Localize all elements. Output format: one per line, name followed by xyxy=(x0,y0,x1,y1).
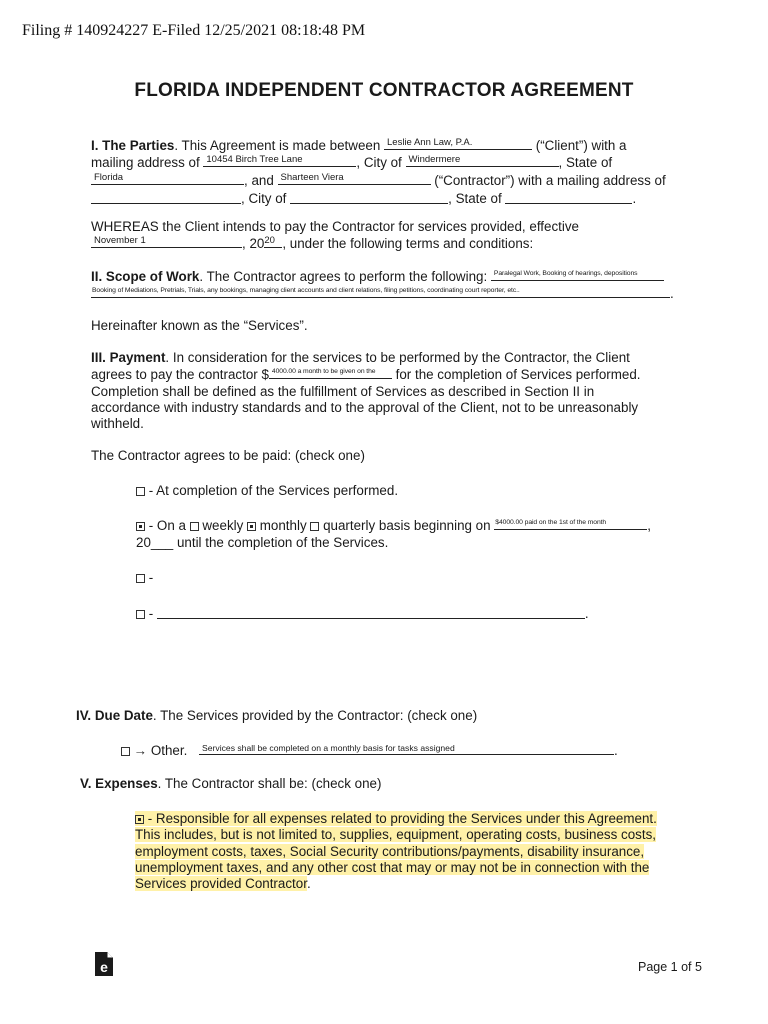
weekly-label: weekly xyxy=(198,518,248,533)
payment-option-completion xyxy=(136,483,398,498)
due-text: . The Services provided by the Contractor: (check one) xyxy=(152,708,478,723)
expenses-line: . xyxy=(306,876,311,892)
monthly-checkbox[interactable] xyxy=(247,522,256,531)
blank1-checkbox[interactable] xyxy=(136,574,145,583)
client-city-field[interactable]: Windermere xyxy=(406,154,559,167)
payment-option-label: - xyxy=(145,570,154,585)
page-number: Page 1 of 5 xyxy=(638,960,702,974)
expenses-text: . The Contractor shall be: (check one) xyxy=(157,776,382,791)
payment-text: for the completion of Services performed. xyxy=(391,367,641,383)
quarterly-label: quarterly basis beginning on xyxy=(319,518,495,533)
contractor-address-field[interactable] xyxy=(91,190,241,204)
filing-stamp: Filing # 140924227 E-Filed 12/25/2021 08:18:48 PM xyxy=(22,22,366,39)
section-scope xyxy=(91,268,681,303)
expenses-line: Services provided Contractor xyxy=(135,876,307,892)
parties-text: . This Agreement is made between xyxy=(174,138,385,153)
section-due-date xyxy=(76,708,477,723)
payment-option-label: - On a xyxy=(145,518,190,533)
scope-line2-field[interactable]: Booking of Mediations, Pretrials, Trials, any bookings, managing client accounts and client relations, filing petitions, coordinating court reporter, etc.. xyxy=(91,285,670,298)
client-state-field[interactable]: Florida xyxy=(91,172,244,185)
eforms-e-icon xyxy=(93,951,115,977)
whereas-text: , under the following terms and conditions: xyxy=(282,236,534,252)
hereinafter-text: Hereinafter known as the “Services”. xyxy=(91,318,308,333)
payment-option-periodic xyxy=(136,517,651,533)
contractor-city-field[interactable] xyxy=(290,190,448,204)
contractor-state-field[interactable] xyxy=(505,190,632,204)
effective-year-field[interactable]: 20 xyxy=(264,235,282,248)
expenses-heading: V. Expenses xyxy=(80,776,158,791)
parties-text: , City of xyxy=(241,190,291,206)
payment-heading: III. Payment xyxy=(91,350,166,365)
due-other-field[interactable]: Services shall be completed on a monthly basis for tasks assigned xyxy=(199,742,614,755)
whereas-clause xyxy=(91,219,681,253)
blank2-checkbox[interactable] xyxy=(136,610,145,619)
parties-heading: I. The Parties xyxy=(91,138,175,153)
document-title: FLORIDA INDEPENDENT CONTRACTOR AGREEMENT xyxy=(134,80,634,101)
payment-text: accordance with industry standards and to the approval of the Client, not to be unreasonably xyxy=(91,399,639,415)
due-heading: IV. Due Date xyxy=(76,708,153,723)
expenses-line: - Responsible for all expenses related to providing the Services under this Agreement. xyxy=(144,811,657,826)
due-option-other xyxy=(121,742,618,758)
svg-text:e: e xyxy=(100,959,108,975)
completion-checkbox[interactable] xyxy=(136,487,145,496)
due-other-checkbox[interactable] xyxy=(121,747,130,756)
scope-text: . xyxy=(670,286,674,302)
expenses-option-contractor xyxy=(135,811,695,892)
client-address-field[interactable]: 10454 Birch Tree Lane xyxy=(203,154,356,167)
scope-text: . The Contractor agrees to perform the following: xyxy=(199,269,491,284)
parties-text: . xyxy=(632,190,637,206)
parties-text: (“Client”) with a xyxy=(532,138,627,153)
payment-option-periodic-cont: 20___ until the completion of the Services. xyxy=(136,535,389,550)
effective-date-field[interactable]: November 1 xyxy=(91,235,242,248)
scope-line1-field[interactable]: Paralegal Work, Booking of hearings, depositions xyxy=(491,268,664,281)
parties-text: , State of xyxy=(448,190,506,206)
payment-text: . In consideration for the services to be performed by the Contractor, the Client xyxy=(165,350,630,365)
section-payment xyxy=(91,350,681,432)
quarterly-checkbox[interactable] xyxy=(310,522,319,531)
payment-option-label: . xyxy=(584,606,589,621)
payment-start-field[interactable]: $4000.00 paid on the 1st of the month xyxy=(494,517,647,530)
payment-option-label: - At completion of the Services performed. xyxy=(145,483,399,498)
periodic-checkbox[interactable] xyxy=(136,522,145,531)
parties-text: , and xyxy=(244,172,278,188)
section-expenses xyxy=(80,776,381,791)
whereas-text: WHEREAS the Client intends to pay the Contractor for services provided, effective xyxy=(91,219,579,234)
payment-option-label: , xyxy=(647,518,652,533)
payment-check-intro: The Contractor agrees to be paid: (check one) xyxy=(91,448,365,463)
payment-other-field[interactable] xyxy=(157,605,585,619)
payment-option-label: - xyxy=(145,606,157,621)
payment-text: Completion shall be defined as the fulfillment of Services as described in Section II in xyxy=(91,383,595,399)
parties-text: mailing address of xyxy=(91,155,204,171)
expenses-checkbox[interactable] xyxy=(135,815,144,824)
weekly-checkbox[interactable] xyxy=(190,522,199,531)
payment-text: withheld. xyxy=(91,416,144,432)
payment-text: agrees to pay the contractor $ xyxy=(91,367,269,383)
expenses-line: unemployment taxes, and any other cost that may or may not be in connection with the xyxy=(135,859,650,875)
scope-heading: II. Scope of Work xyxy=(91,269,200,284)
expenses-line: employment costs, taxes, Social Security contributions/payments, disability insurance, xyxy=(135,843,645,859)
payment-option-blank2 xyxy=(136,604,589,621)
payment-option-blank1 xyxy=(136,570,153,585)
section-parties xyxy=(91,137,681,207)
expenses-line: This includes, but is not limited to, supplies, equipment, operating costs, business costs, xyxy=(135,827,657,843)
client-name-field[interactable]: Leslie Ann Law, P.A. xyxy=(384,137,532,150)
monthly-label: monthly xyxy=(256,518,311,533)
due-other-label: → Other. xyxy=(130,743,188,758)
parties-text: , City of xyxy=(356,155,406,171)
parties-text: , State of xyxy=(558,155,613,171)
parties-text: (“Contractor”) with a mailing address of xyxy=(430,172,666,188)
contractor-name-field[interactable]: Sharteen Viera xyxy=(278,172,431,185)
due-other-label: . xyxy=(614,743,618,758)
whereas-text: , 20 xyxy=(242,236,265,252)
payment-amount-field[interactable]: 4000.00 a month to be given on the xyxy=(269,366,392,379)
